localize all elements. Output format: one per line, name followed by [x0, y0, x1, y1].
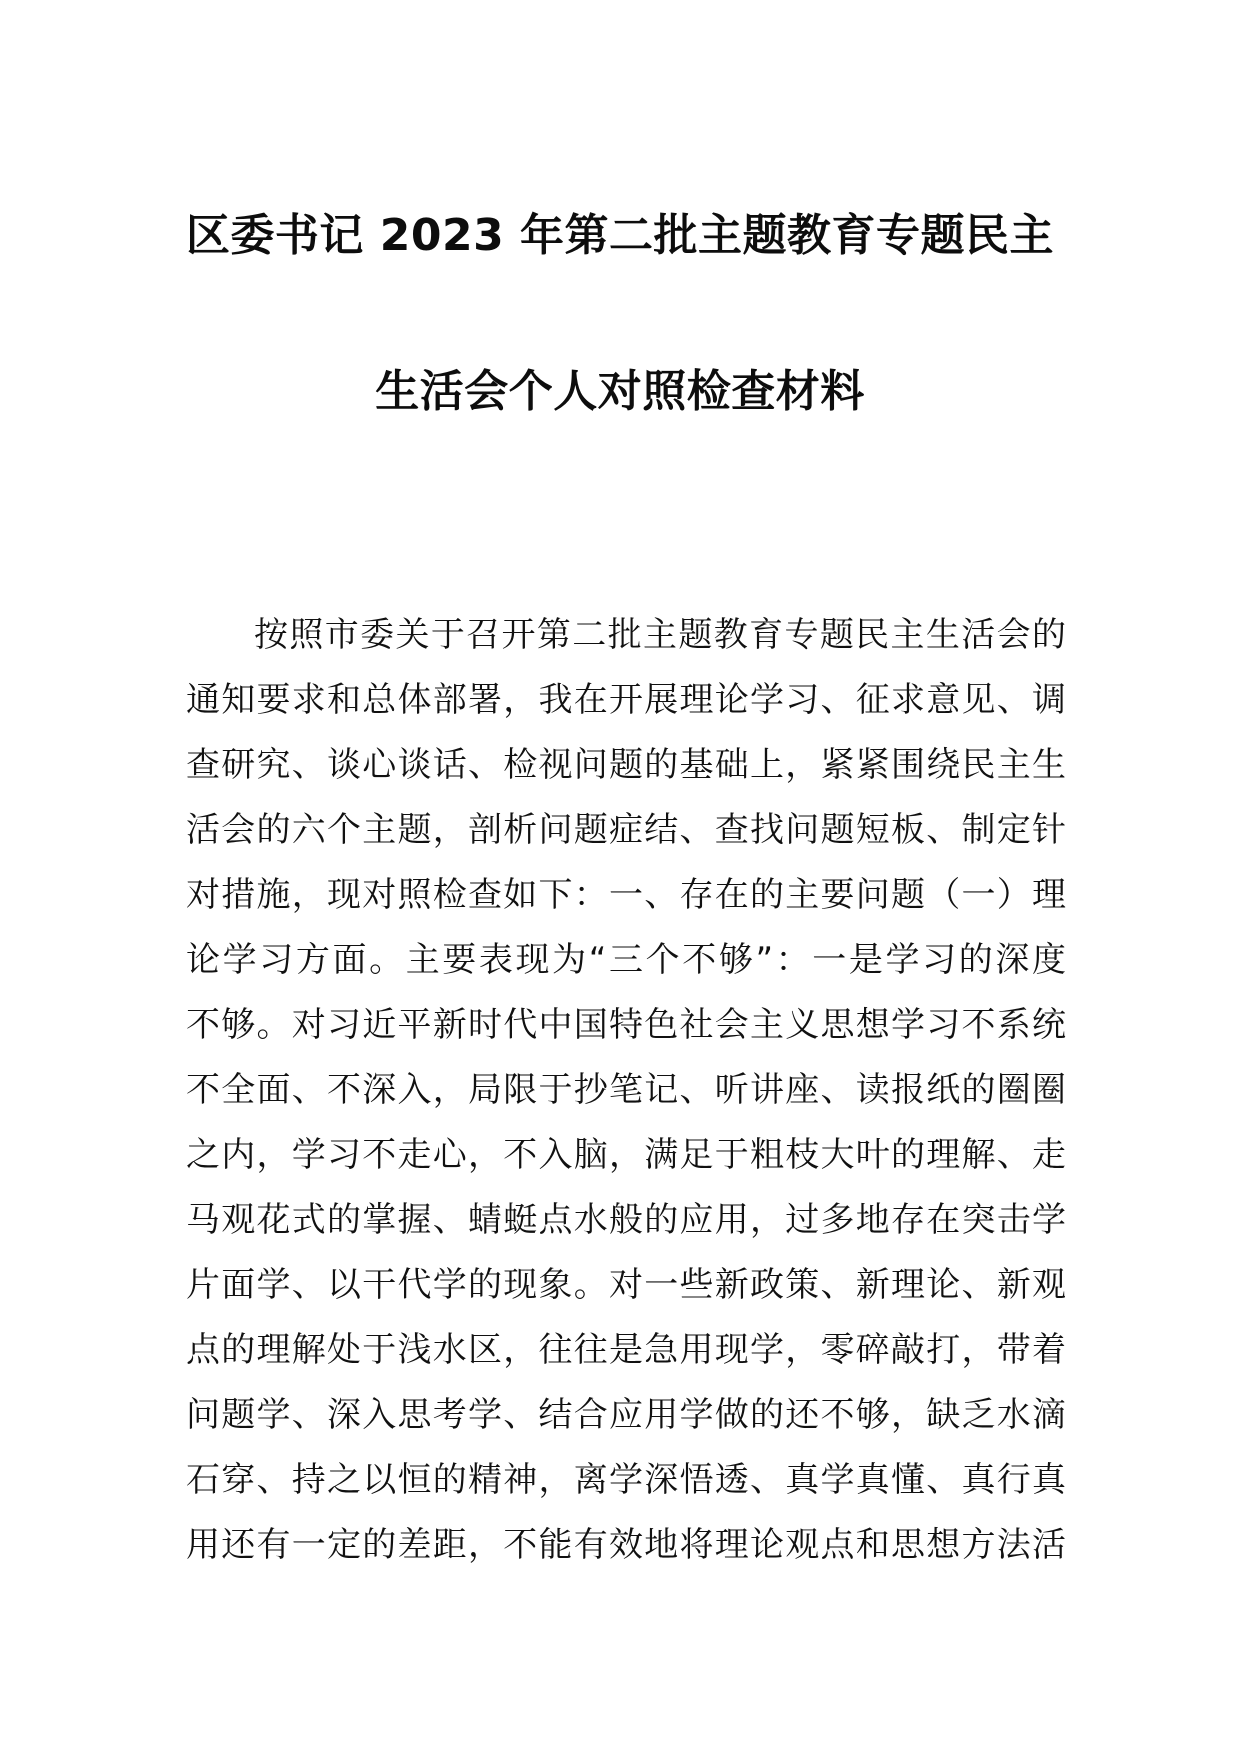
body-line: 片面学、以干代学的现象。对一些新政策、新理论、新观 — [186, 1265, 1066, 1305]
body-line: 查研究、谈心谈话、检视问题的基础上，紧紧围绕民主生 — [186, 745, 1066, 785]
body-line: 点的理解处于浅水区，往往是急用现学，零碎敲打，带着 — [186, 1330, 1066, 1370]
body-line: 对措施，现对照检查如下：一、存在的主要问题（一）理 — [186, 875, 1066, 915]
body-line: 马观花式的掌握、蜻蜓点水般的应用，过多地存在突击学 — [186, 1200, 1066, 1240]
body-line: 问题学、深入思考学、结合应用学做的还不够，缺乏水滴 — [186, 1395, 1066, 1435]
body-line: 不够。对习近平新时代中国特色社会主义思想学习不系统 — [186, 1005, 1066, 1045]
document-body — [186, 603, 1066, 1578]
body-line: 论学习方面。主要表现为“三个不够”：一是学习的深度 — [186, 940, 1066, 980]
body-line: 用还有一定的差距，不能有效地将理论观点和思想方法活 — [186, 1525, 1066, 1565]
body-line: 之内，学习不走心，不入脑，满足于粗枝大叶的理解、走 — [186, 1135, 1066, 1175]
document-title-line-1: 区委书记 2023 年第二批主题教育专题民主 — [185, 210, 1055, 261]
document-title-line-2: 生活会个人对照检查材料 — [375, 366, 865, 417]
body-line: 活会的六个主题，剖析问题症结、查找问题短板、制定针 — [186, 810, 1066, 850]
body-line: 通知要求和总体部署，我在开展理论学习、征求意见、调 — [186, 680, 1066, 720]
body-line: 按照市委关于召开第二批主题教育专题民主生活会的 — [254, 615, 1066, 655]
body-line: 不全面、不深入，局限于抄笔记、听讲座、读报纸的圈圈 — [186, 1070, 1066, 1110]
body-line: 石穿、持之以恒的精神，离学深悟透、真学真懂、真行真 — [186, 1460, 1066, 1500]
